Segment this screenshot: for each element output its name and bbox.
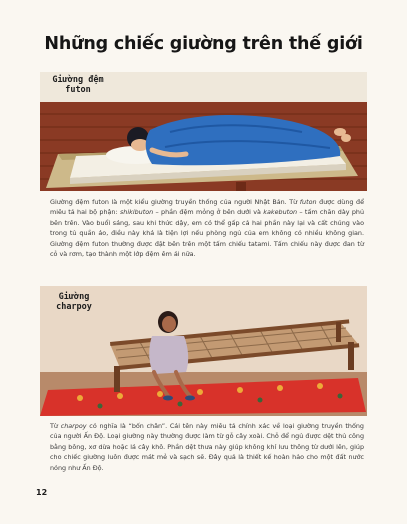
page-number: 12 xyxy=(36,488,48,497)
page-title: Những chiếc giường trên thế giới xyxy=(44,34,363,54)
charpoy-illustration xyxy=(40,286,367,416)
charpoy-label: Giường charpoy xyxy=(56,292,92,312)
futon-paragraph: Giường đệm futon là một kiểu giường truyền thống của người Nhật Bản. Từ futon được dùng để miêu tả hai bộ phận: shikibuton – phần đệm mỏng ở bên dưới và kakebuton – tấm chăn dày phủ bên trên. Vào buổi sáng, sau khi thức dậy, em có thể gấp cả hai phần này lại và cất chúng vào trong tủ quần áo, điều này khá là tiện lợi nếu phòng ngủ của em không có nhiều không gian. Giường đệm futon thường được đặt bên trên một tấm chiếu tatami. Tấm chiếu này được đan từ cỏ và rơm, tạo thành một lớp đệm êm ái nữa. xyxy=(50,198,365,259)
charpoy-paragraph: Từ charpoy có nghĩa là “bốn chân”. Cái tên này miêu tả chính xác về loại giường truyền thống của người Ấn Độ. Loại giường này thường được làm từ gỗ cây xoài. Chỗ để ngủ được dệt thủ công bằng bông, xơ dừa hoặc lá cây khô. Phần dệt thưa này giúp không khí lưu thông từ dưới lên, giúp cho chiếc giường luôn được mát mẻ và sạch sẽ. Đây quả là thiết kế hoàn hảo cho một đất nước nóng như Ấn Độ. xyxy=(50,422,364,472)
futon-illustration xyxy=(40,72,367,191)
futon-label: Giường đệm futon xyxy=(52,75,104,95)
